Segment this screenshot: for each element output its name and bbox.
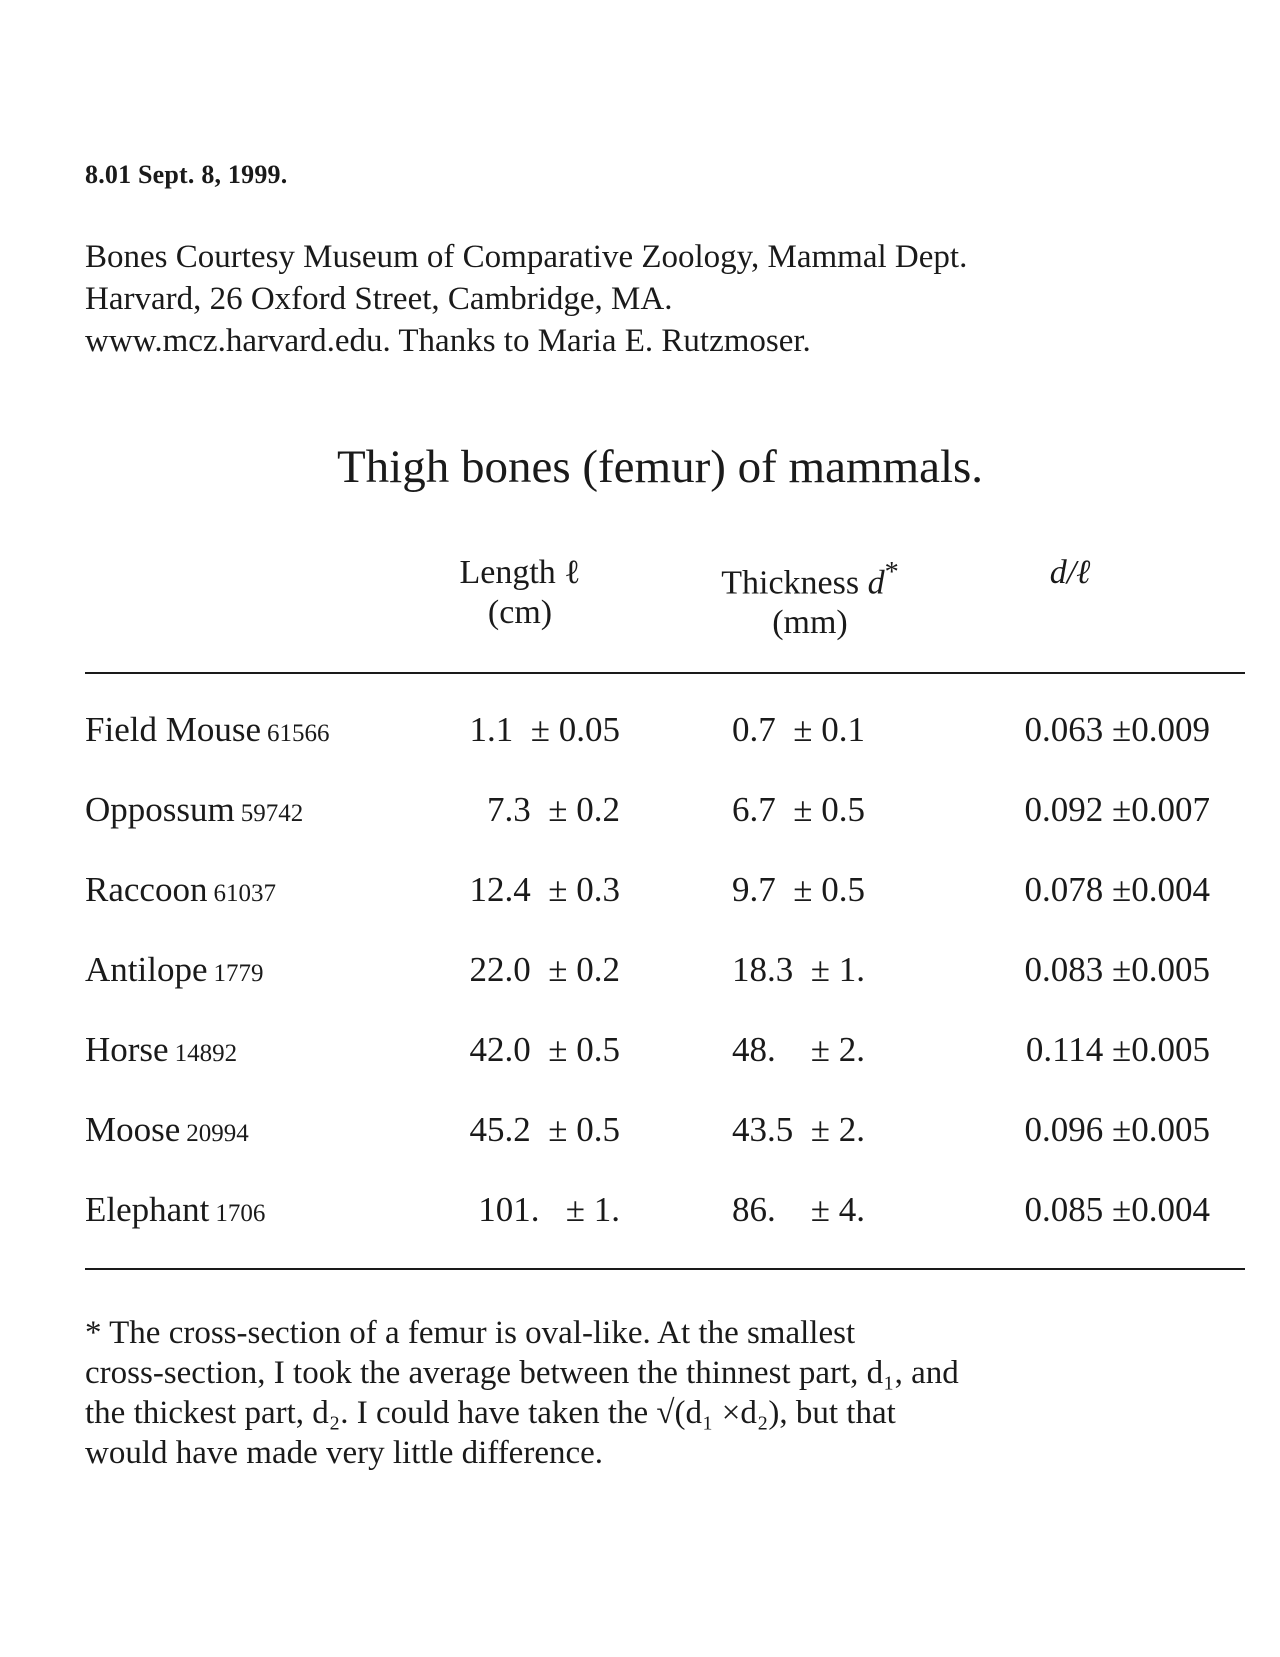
thickness-cell: 86. ± 4. [732, 1190, 865, 1229]
ratio-cell: 0.096 ±0.005 [1024, 1110, 1210, 1149]
ratio-cell: 0.078 ±0.004 [1024, 870, 1210, 909]
table-title: Thigh bones (femur) of mammals. [336, 441, 984, 493]
credits-line: Harvard, 26 Oxford Street, Cambridge, MA. [85, 281, 673, 317]
animal-cell [85, 1030, 237, 1070]
column-header-length [430, 553, 610, 633]
column-header-thickness [680, 553, 940, 643]
footnote-line: * The cross-section of a femur is oval-like. At the smallest [85, 1315, 856, 1351]
length-cell: 12.4 ± 0.3 [469, 870, 620, 909]
thickness-cell: 18.3 ± 1. [732, 950, 865, 989]
table-row [0, 710, 1280, 790]
ratio-cell: 0.083 ±0.005 [1024, 950, 1210, 989]
credits-block [85, 236, 967, 362]
length-cell: 22.0 ± 0.2 [469, 950, 620, 989]
length-cell: 101. ± 1. [478, 1190, 620, 1229]
column-header-label: Length ℓ [459, 554, 581, 591]
animal-cell [85, 710, 329, 750]
thickness-cell: 48. ± 2. [732, 1030, 865, 1069]
ratio-cell: 0.114 ±0.005 [1025, 1030, 1210, 1069]
specimen-id: 14892 [174, 1040, 238, 1067]
animal-cell [85, 950, 263, 990]
credits-line: www.mcz.harvard.edu. Thanks to Maria E. Rutzmoser. [85, 323, 811, 359]
animal-cell [85, 1190, 265, 1230]
specimen-id: 1779 [213, 960, 264, 987]
ratio-cell: 0.092 ±0.007 [1024, 790, 1210, 829]
animal-name: Horse [85, 1030, 169, 1069]
footnote-line: would have made very little difference. [85, 1435, 604, 1471]
specimen-id: 1706 [215, 1200, 266, 1227]
table-row [0, 870, 1280, 950]
footnote-line: cross-section, I took the average between the thinnest part, d₁, and [85, 1355, 959, 1391]
length-cell: 7.3 ± 0.2 [487, 790, 620, 829]
animal-name: Antilope [85, 950, 208, 989]
animal-name: Oppossum [85, 790, 235, 829]
specimen-id: 61037 [213, 880, 276, 907]
data-table [0, 710, 1280, 1270]
animal-cell [85, 1110, 249, 1150]
length-cell: 42.0 ± 0.5 [469, 1030, 620, 1069]
animal-name: Elephant [85, 1190, 210, 1229]
column-header-unit: (cm) [487, 594, 553, 631]
footnote-marker: * [884, 557, 899, 588]
animal-name: Moose [85, 1110, 181, 1149]
length-cell: 45.2 ± 0.5 [469, 1110, 620, 1149]
column-header-ratio [1010, 553, 1130, 593]
thickness-cell: 6.7 ± 0.5 [732, 790, 865, 829]
thickness-cell: 0.7 ± 0.1 [732, 710, 865, 749]
ratio-cell: 0.085 ±0.004 [1024, 1190, 1210, 1229]
specimen-id: 59742 [240, 800, 304, 827]
animal-name: Field Mouse [85, 710, 261, 749]
animal-cell [85, 790, 303, 830]
thickness-cell: 9.7 ± 0.5 [732, 870, 865, 909]
credits-line: Bones Courtesy Museum of Comparative Zoology, Mammal Dept. [85, 239, 968, 275]
table-row [0, 790, 1280, 870]
table-row [0, 1190, 1280, 1270]
table-row [0, 1030, 1280, 1110]
table-rule-bottom [85, 1268, 1245, 1270]
length-cell: 1.1 ± 0.05 [469, 710, 620, 749]
table-rule-top [85, 672, 1245, 674]
animal-name: Raccoon [85, 870, 208, 909]
table-row [0, 1110, 1280, 1190]
specimen-id: 61566 [266, 720, 330, 747]
column-header-label-line [680, 553, 940, 603]
footnote-line: the thickest part, d₂. I could have taken the √(d₁ ×d₂), but that [85, 1395, 896, 1431]
course-date-header: 8.01 Sept. 8, 1999. [85, 160, 288, 189]
ratio-cell: 0.063 ±0.009 [1024, 710, 1210, 749]
column-header-symbol: d [867, 564, 885, 602]
thickness-cell: 43.5 ± 2. [732, 1110, 865, 1149]
animal-cell [85, 870, 276, 910]
column-header-label: d/ℓ [1049, 554, 1091, 591]
footnote-block [85, 1313, 1245, 1473]
specimen-id: 20994 [186, 1120, 249, 1147]
column-header-unit: (mm) [772, 604, 848, 642]
table-row [0, 950, 1280, 1030]
column-header-label: Thickness [721, 564, 868, 602]
